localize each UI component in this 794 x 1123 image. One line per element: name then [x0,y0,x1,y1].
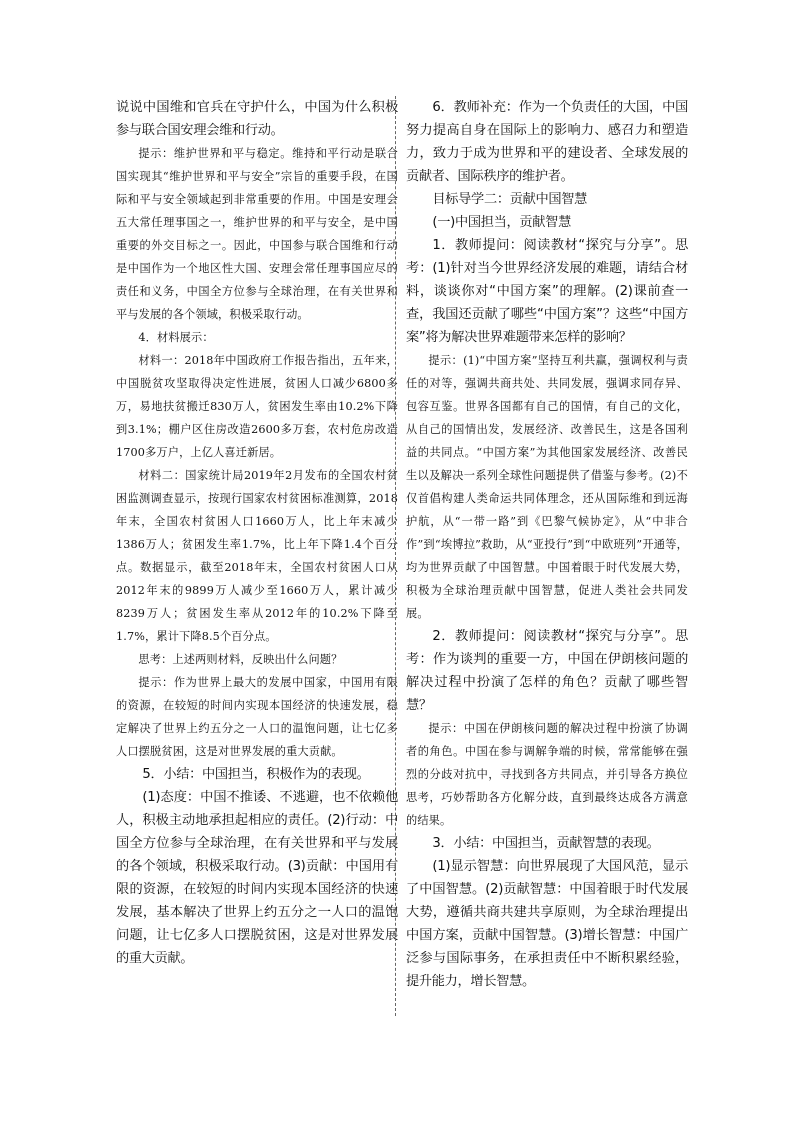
right-column [406,96,688,993]
left-column [116,96,398,970]
left-think-question: 思考：上述两则材料，反映出什么问题？ [138,653,343,666]
right-hint-china-plan: 提示：(1)“中国方案”坚持互利共赢，强调权利与责任的对等，强调共商共处、共同发展，强调求同存异、包容互鉴。世界各国都有自己的国情，有自己的文化，从自己的国情出发，发展经济、改善民生，这是各国利益的共同点。“中国方案”为其他国家发展经济、改善民生以及解决一系列全球性问题提供了借鉴与参考。(2)不仅首倡构建人类命运共同体理念，还从国际维和到远海护航，从“一带一路”到《巴黎气候协定》，从“中非合作”到“埃博拉”救助，从“亚投行”到“中欧班列”开通等，均为世界贡献了中国智慧。中国着眼于时代发展大势，积极为全球治理贡献中国智慧，促进人类社会共同发展。 [406,354,688,620]
right-section-heading: (一)中国担当，贡献智慧 [432,215,571,230]
left-hint-poverty: 提示：作为世界上最大的发展中国家，中国用有限的资源，在较短的时间内实现本国经济的快速发展，稳定解决了世界上约五分之一人口的温饱问题，让七亿多人口摆脱贫困，这是对世界发展的重大贡献。 [116,676,398,758]
right-summary-heading: 3．小结：中国担当，贡献智慧的表现。 [432,836,660,851]
right-summary-text: (1)显示智慧：向世界展现了大国风范，显示了中国智慧。(2)贡献智慧：中国着眼于时代发展大势，遵循共商共建共享原则，为全球治理提出中国方案，贡献中国智慧。(3)增长智慧：中国广泛参与国际事务，在承担责任中不断积累经验，提升能力，增长智慧。 [406,859,688,989]
left-material-two: 材料二：国家统计局2019年2月发布的全国农村贫困监测调查显示，按现行国家农村贫困标准测算，2018年末，全国农村贫困人口1660万人，比上年末减少1386万人；贫困发生率1.7%，比上年下降1.4个百分点。数据显示，截至2018年末，全国农村贫困人口从2012年末的9899万人减少至1660万人，累计减少8239万人；贫困发生率从2012年的10.2%下降至1.7%，累计下降8.5个百分点。 [116,469,398,643]
right-teacher-supplement: 6．教师补充：作为一个负责任的大国，中国努力提高自身在国际上的影响力、感召力和塑造力，致力于成为世界和平的建设者、全球发展的贡献者、国际秩序的维护者。 [406,100,688,184]
right-hint-iran: 提示：中国在伊朗核问题的解决过程中扮演了协调者的角色。中国在参与调解争端的时候，常常能够在强烈的分歧对抗中，寻找到各方共同点，并引导各方换位思考，巧妙帮助各方化解分歧，直到最终达成各方满意的结果。 [406,722,688,827]
left-question-text: 说说中国维和官兵在守护什么，中国为什么积极参与联合国安理会维和行动。 [116,100,398,138]
left-summary-heading: 5．小结：中国担当，积极作为的表现。 [142,767,370,782]
right-teacher-question-2: 2．教师提问：阅读教材“探究与分享”。思考：作为谈判的重要一方，中国在伊朗核问题的解决过程中扮演了怎样的角色？贡献了哪些智慧？ [406,629,688,713]
left-material-one: 材料一：2018年中国政府工作报告指出，五年来，中国脱贫攻坚取得决定性进展，贫困人口减少6800多万，易地扶贫搬迁830万人，贫困发生率由10.2%下降到3.1%；棚户区住房改造2600多万套，农村危房改造1700多万户，上亿人喜迁新居。 [116,354,398,459]
right-goal-heading: 目标导学二：贡献中国智慧 [432,192,588,207]
column-divider [395,96,396,1016]
left-material-heading: 4．材料展示： [138,331,214,344]
left-summary-text: (1)态度：中国不推诿、不逃避，也不依赖他人，积极主动地承担起相应的责任。(2)行动：中国全方位参与全球治理，在有关世界和平与发展的各个领域，积极采取行动。(3)贡献：中国用有限的资源，在较短的时间内实现本国经济的快速发展，基本解决了世界上约五分之一人口的温饱问题，让七亿多人口摆脱贫困，这是对世界发展的重大贡献。 [116,790,398,966]
right-teacher-question-1: 1．教师提问：阅读教材“探究与分享”。思考：(1)针对当今世界经济发展的难题，请结合材料，谈谈你对“中国方案”的理解。(2)课前查一查，我国还贡献了哪些“中国方案”？这些“中国方案”将为解决世界难题带来怎样的影响？ [406,238,688,345]
left-hint-peacekeeping: 提示：维护世界和平与稳定。维持和平行动是联合国实现其“维护世界和平与安全”宗旨的重要手段，在国际和平与安全领域起到非常重要的作用。中国是安理会五大常任理事国之一，维护世界的和平与安全，是中国重要的外交目标之一。因此，中国参与联合国维和行动是中国作为一个地区性大国、安理会常任理事国应尽的责任和义务，中国全方位参与全球治理，在有关世界和平与发展的各个领域，积极采取行动。 [116,147,398,321]
